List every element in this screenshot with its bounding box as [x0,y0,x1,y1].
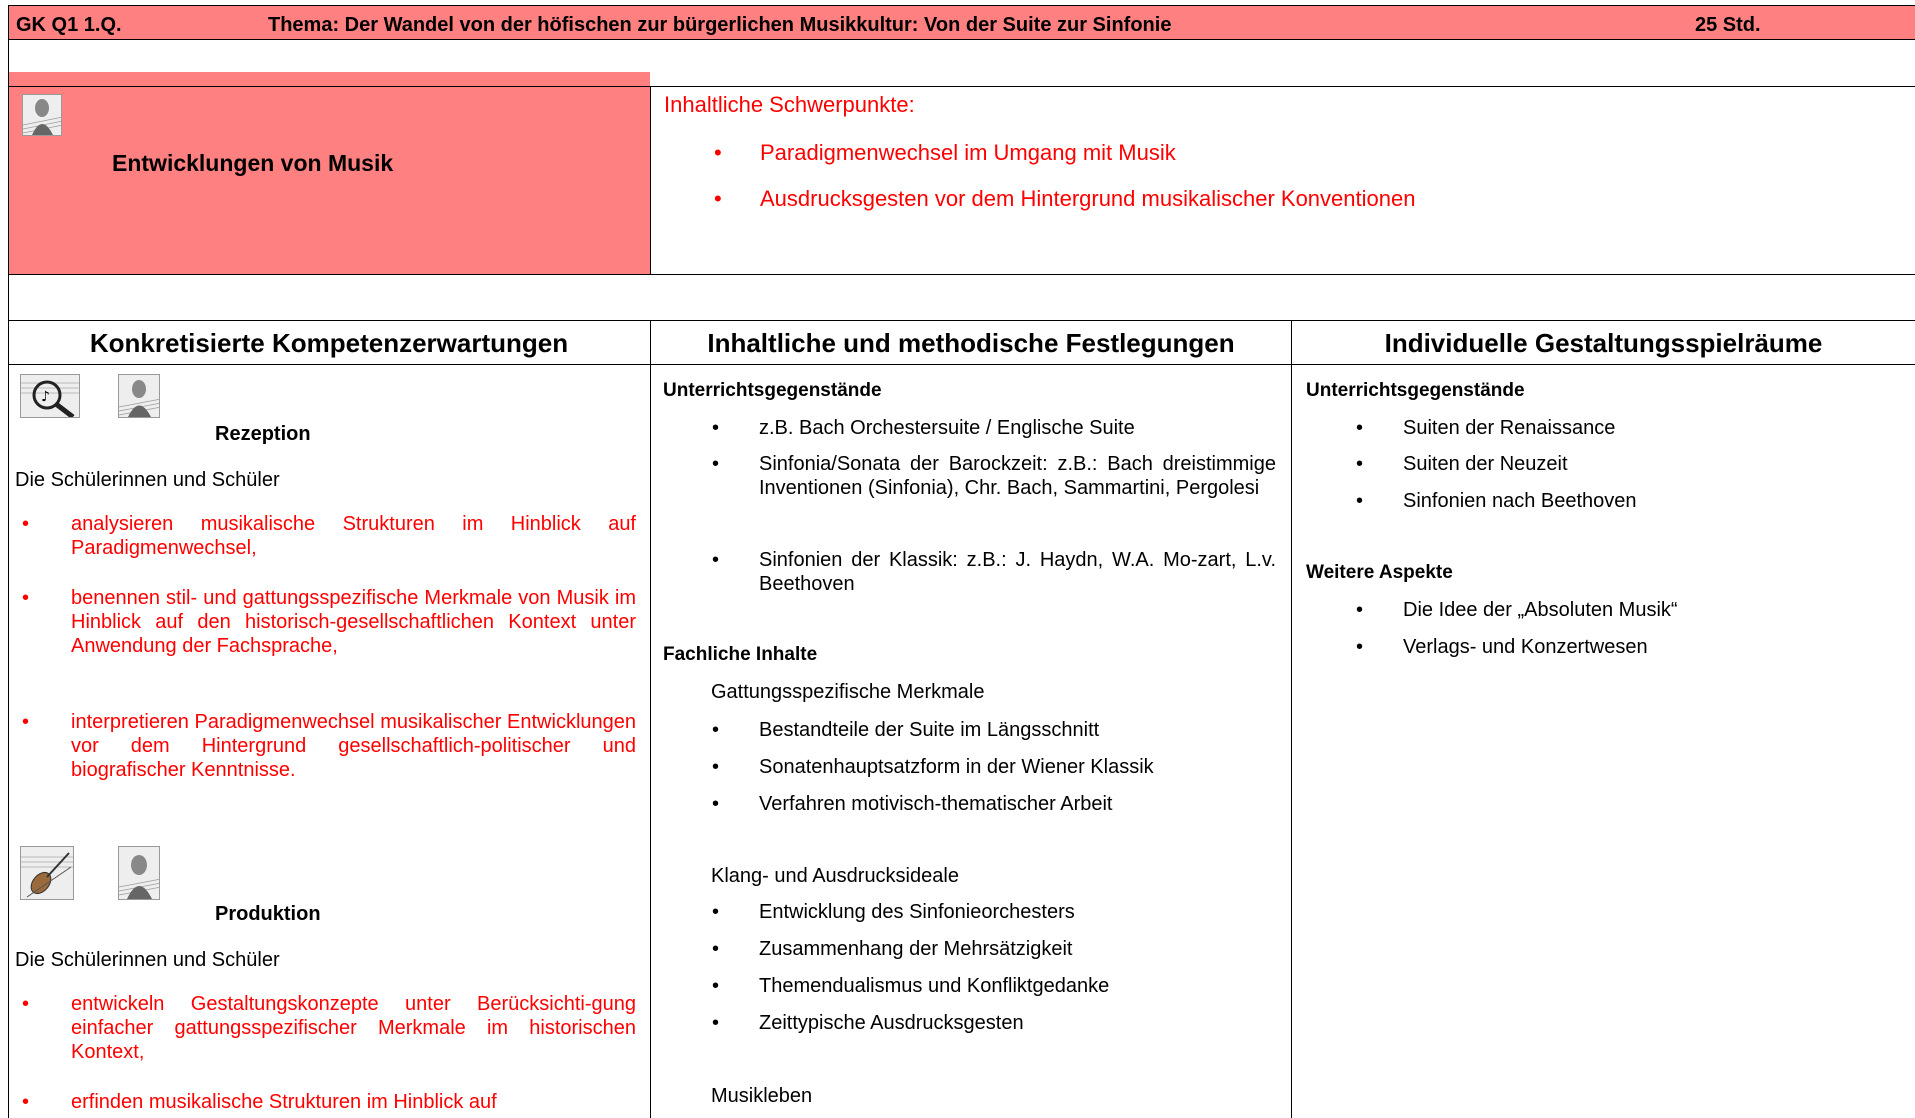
course-code: GK Q1 1.Q. [16,14,122,36]
gm-item: Sonatenhauptsatzform in der Wiener Klassik [759,756,1154,778]
list-item-bullet: • [22,993,30,1015]
produktion-title: Produktion [215,903,321,925]
list-item-bullet: • [1356,453,1364,475]
ug-title-col3: Unterrichtsgegenstände [1306,380,1525,401]
composer-portrait-icon [118,846,160,900]
ug-title: Unterrichtsgegenstände [663,380,882,401]
produktion-item: erfinden musikalische Strukturen im Hinblick auf [71,1091,497,1113]
list-item-bullet: • [1356,636,1364,658]
list-item-bullet: • [712,417,720,439]
column-header-festlegungen: Inhaltliche und methodische Festlegungen [707,328,1235,358]
rezeption-title: Rezeption [215,423,311,445]
svg-text:♪: ♪ [41,389,50,405]
rezeption-item: benennen stil- und gattungsspezifische Merkmale von Musik im Hinblick auf den historisch-gesellschaftlichen Kontext unter Anwendung der Fachsprache, [71,587,636,657]
composer-portrait-icon [118,374,160,418]
wa-item: Verlags- und Konzertwesen [1403,636,1648,658]
list-item-bullet: • [22,513,30,535]
list-item-bullet: • [712,793,720,815]
rezeption-item: analysieren musikalische Strukturen im Hinblick auf Paradigmenwechsel, [71,513,636,559]
theme-title: Thema: Der Wandel von der höfischen zur bürgerlichen Musikkultur: Von der Suite zur Sinfonie [268,14,1172,36]
gm-item: Bestandteile der Suite im Längsschnitt [759,719,1100,741]
list-item-bullet: • [712,901,720,923]
list-item-bullet: • [1356,490,1364,512]
fi-title: Fachliche Inhalte [663,644,818,665]
list-item-bullet: • [712,756,720,778]
list-item-bullet: • [22,1091,30,1113]
list-item-bullet: • [712,975,720,997]
ug-item-col3: Suiten der Renaissance [1403,417,1616,439]
hours: 25 Std. [1695,14,1761,36]
ka-title: Klang- und Ausdrucksideale [711,865,959,887]
schwerpunkt-item: Ausdrucksgesten vor dem Hintergrund musikalischer Konventionen [760,186,1416,211]
ug-item-col3: Suiten der Neuzeit [1403,453,1568,475]
list-item-bullet: • [22,587,30,609]
gm-item: Verfahren motivisch-thematischer Arbeit [759,793,1113,815]
list-item-bullet: • [22,711,30,733]
schwerpunkt-item: • [714,186,722,211]
ug-item: Sinfonia/Sonata der Barockzeit: z.B.: Bach dreistimmige Inventionen (Sinfonia), Chr. Bach, Sammartini, Pergolesi [759,453,1276,499]
ml-title: Musikleben [711,1085,813,1107]
schwerpunkt-item: • [714,140,722,165]
list-item-bullet: • [1356,417,1364,439]
list-item-bullet: • [1356,599,1364,621]
schwerpunkt-item: Paradigmenwechsel im Umgang mit Musik [760,140,1176,165]
ka-item: Themendualismus und Konfliktgedanke [759,975,1110,997]
ka-item: Zeittypische Ausdrucksgesten [759,1012,1024,1034]
schwerpunkte-label: Inhaltliche Schwerpunkte: [664,92,915,117]
column-header-kompetenzen: Konkretisierte Kompetenzerwartungen [89,328,569,358]
wa-item: Die Idee der „Absoluten Musik“ [1403,599,1678,621]
list-item-bullet: • [712,453,720,475]
magnifier-score-icon [20,374,80,418]
produktion-intro: Die Schülerinnen und Schüler [15,949,280,971]
list-item-bullet: • [712,938,720,960]
rezeption-item: interpretieren Paradigmenwechsel musikalischer Entwicklungen vor dem Hintergrund gesellschaftlich-politischer und biografischer Kenntnisse. [71,711,636,781]
column-header-spielraeume: Individuelle Gestaltungsspielräume [1384,328,1823,358]
list-item-bullet: • [712,549,720,571]
ug-item: z.B. Bach Orchestersuite / Englische Suite [759,417,1135,439]
wa-title: Weitere Aspekte [1306,562,1453,583]
list-item-bullet: • [712,1012,720,1034]
produktion-item: entwickeln Gestaltungskonzepte unter Berücksichti-gung einfacher gattungsspezifischer Merkmale im historischen Kontext, [71,993,636,1063]
composer-portrait-icon [22,94,62,136]
topic-title: Entwicklungen von Musik [112,150,394,176]
rezeption-intro: Die Schülerinnen und Schüler [15,469,280,491]
ka-item: Zusammenhang der Mehrsätzigkeit [759,938,1073,960]
violin-icon [20,846,74,900]
ka-item: Entwicklung des Sinfonieorchesters [759,901,1075,923]
ug-item: Sinfonien der Klassik: z.B.: J. Haydn, W.A. Mo-zart, L.v. Beethoven [759,549,1276,595]
gm-title: Gattungsspezifische Merkmale [711,681,985,703]
list-item-bullet: • [712,719,720,741]
ug-item-col3: Sinfonien nach Beethoven [1403,490,1637,512]
